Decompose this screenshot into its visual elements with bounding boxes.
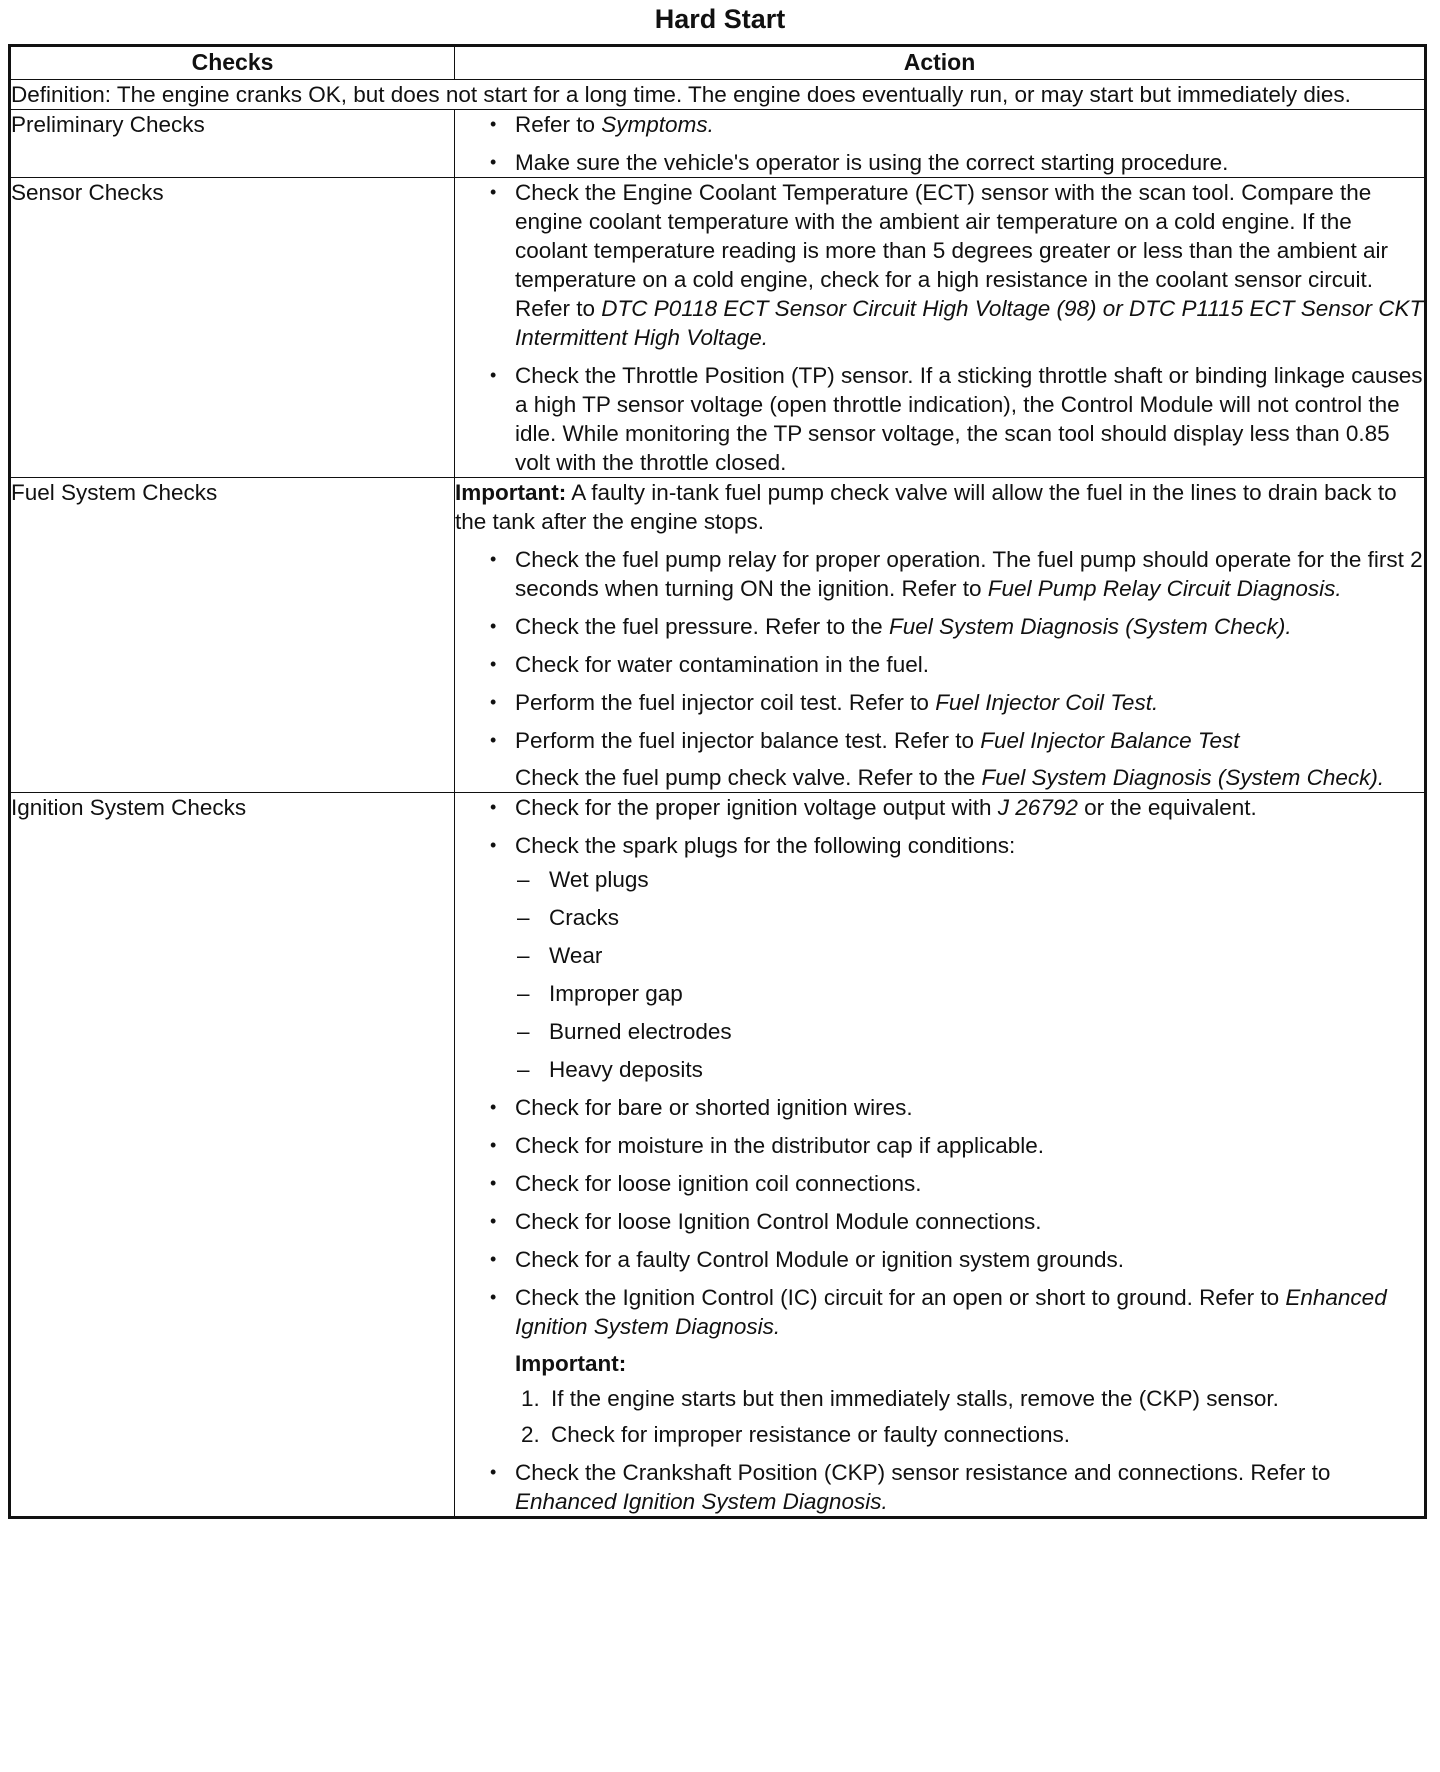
item-text: Check for the proper ignition voltage output with <box>515 795 998 820</box>
list-item <box>455 726 1424 792</box>
reference-link: Fuel Injector Balance Test <box>980 728 1240 753</box>
reference-link: Fuel System Diagnosis (System Check). <box>888 614 1292 639</box>
condition-item: – Improper gap <box>515 979 1424 1008</box>
check-label-sensor: Sensor Checks <box>10 178 455 478</box>
step-item: 2. Check for improper resistance or faulty connections. <box>521 1420 1424 1449</box>
list-item <box>455 178 1424 352</box>
conditions-list <box>515 865 1424 1084</box>
item-text: Check the Crankshaft Position (CKP) sensor resistance and connections. Refer to <box>515 1460 1331 1485</box>
hard-start-table <box>8 44 1427 1519</box>
list-item: • Check for moisture in the distributor cap if applicable. <box>455 1131 1424 1160</box>
item-text: Check the Engine Coolant Temperature (ECT) sensor with the scan tool. Compare the engine coolant temperature with the ambient air temperature on a cold engine. If the coolant temperature reading is more than 5 degrees greater or less than the ambient air temperature on a cold engine, check for a high resistance in the coolant sensor circuit. Refer to <box>515 180 1388 321</box>
list-item: • Check for water contamination in the fuel. <box>455 650 1424 679</box>
reference-link: DTC P0118 ECT Sensor Circuit High Voltage (98) or DTC P1115 ECT Sensor CKT Intermittent High Voltage. <box>515 296 1424 350</box>
table-row <box>10 478 1426 793</box>
list-item <box>455 831 1424 1084</box>
header-row <box>10 46 1426 80</box>
action-cell-fuel <box>455 478 1426 793</box>
list-item: • Check for loose ignition coil connections. <box>455 1169 1424 1198</box>
item-text: Check the Ignition Control (IC) circuit for an open or short to ground. Refer to <box>515 1285 1286 1310</box>
item-text: Check the fuel pump check valve. Refer to the <box>515 765 982 790</box>
condition-item: – Wet plugs <box>515 865 1424 894</box>
check-label-ignition: Ignition System Checks <box>10 793 455 1518</box>
reference-link: Fuel Injector Coil Test. <box>935 690 1159 715</box>
list-item: • Check for loose Ignition Control Module connections. <box>455 1207 1424 1236</box>
reference-link: J 26792 <box>997 795 1078 820</box>
list-item: • Check for bare or shorted ignition wires. <box>455 1093 1424 1122</box>
action-cell-preliminary <box>455 110 1426 178</box>
list-item: • Make sure the vehicle's operator is using the correct starting procedure. <box>455 148 1424 177</box>
reference-link: Fuel System Diagnosis (System Check). <box>981 765 1385 790</box>
item-text: Perform the fuel injector balance test. Refer to <box>515 728 981 753</box>
list-item <box>455 793 1424 822</box>
list-item <box>455 1458 1424 1516</box>
step-item: 1. If the engine starts but then immediately stalls, remove the (CKP) sensor. <box>521 1384 1424 1413</box>
item-text: Perform the fuel injector coil test. Refer to <box>515 690 936 715</box>
reference-link: Fuel Pump Relay Circuit Diagnosis. <box>987 576 1342 601</box>
important-label: Important: <box>515 1351 627 1376</box>
definition-row <box>10 80 1426 110</box>
table-row <box>10 178 1426 478</box>
definition-text: Definition: The engine cranks OK, but does not start for a long time. The engine does eventually run, or may start but immediately dies. <box>10 80 1426 110</box>
item-text: Check the fuel pump relay for proper operation. The fuel pump should operate for the first 2 seconds when turning ON the ignition. Refer to <box>515 547 1423 601</box>
reference-link: Enhanced Ignition System Diagnosis. <box>515 1285 1387 1339</box>
list-item <box>455 545 1424 603</box>
list-item <box>455 110 1424 139</box>
item-text: Refer to <box>515 112 602 137</box>
list-item: • Check the Throttle Position (TP) sensor. If a sticking throttle shaft or binding linkage causes a high TP sensor voltage (open throttle indication), the Control Module will not control the idle. While monitoring the TP sensor voltage, the scan tool should display less than 0.85 volt with the throttle closed. <box>455 361 1424 477</box>
table-row <box>10 793 1426 1518</box>
important-text: A faulty in-tank fuel pump check valve will allow the fuel in the lines to drain back to the tank after the engine stops. <box>455 480 1397 534</box>
condition-item: – Heavy deposits <box>515 1055 1424 1084</box>
item-text: or the equivalent. <box>1077 795 1257 820</box>
condition-item: – Burned electrodes <box>515 1017 1424 1046</box>
condition-item: – Wear <box>515 941 1424 970</box>
checks-column-header: Checks <box>10 46 455 80</box>
list-item <box>455 1283 1424 1449</box>
check-valve-note <box>515 763 1424 792</box>
item-text: Check the spark plugs for the following conditions: <box>515 833 1016 858</box>
table-row <box>10 110 1426 178</box>
action-column-header: Action <box>455 46 1426 80</box>
important-label: Important: <box>455 480 567 505</box>
item-text: Check the fuel pressure. Refer to the <box>515 614 889 639</box>
reference-link: Enhanced Ignition System Diagnosis. <box>515 1489 888 1514</box>
action-cell-sensor <box>455 178 1426 478</box>
important-note <box>455 478 1424 536</box>
list-item <box>455 612 1424 641</box>
list-item <box>455 688 1424 717</box>
condition-item: – Cracks <box>515 903 1424 932</box>
list-item: • Check for a faulty Control Module or ignition system grounds. <box>455 1245 1424 1274</box>
action-cell-ignition <box>455 793 1426 1518</box>
check-label-preliminary: Preliminary Checks <box>10 110 455 178</box>
important-block <box>515 1349 1424 1449</box>
check-label-fuel: Fuel System Checks <box>10 478 455 793</box>
important-steps <box>515 1384 1424 1449</box>
page-title: Hard Start <box>654 4 786 34</box>
reference-link: Symptoms. <box>601 112 714 137</box>
